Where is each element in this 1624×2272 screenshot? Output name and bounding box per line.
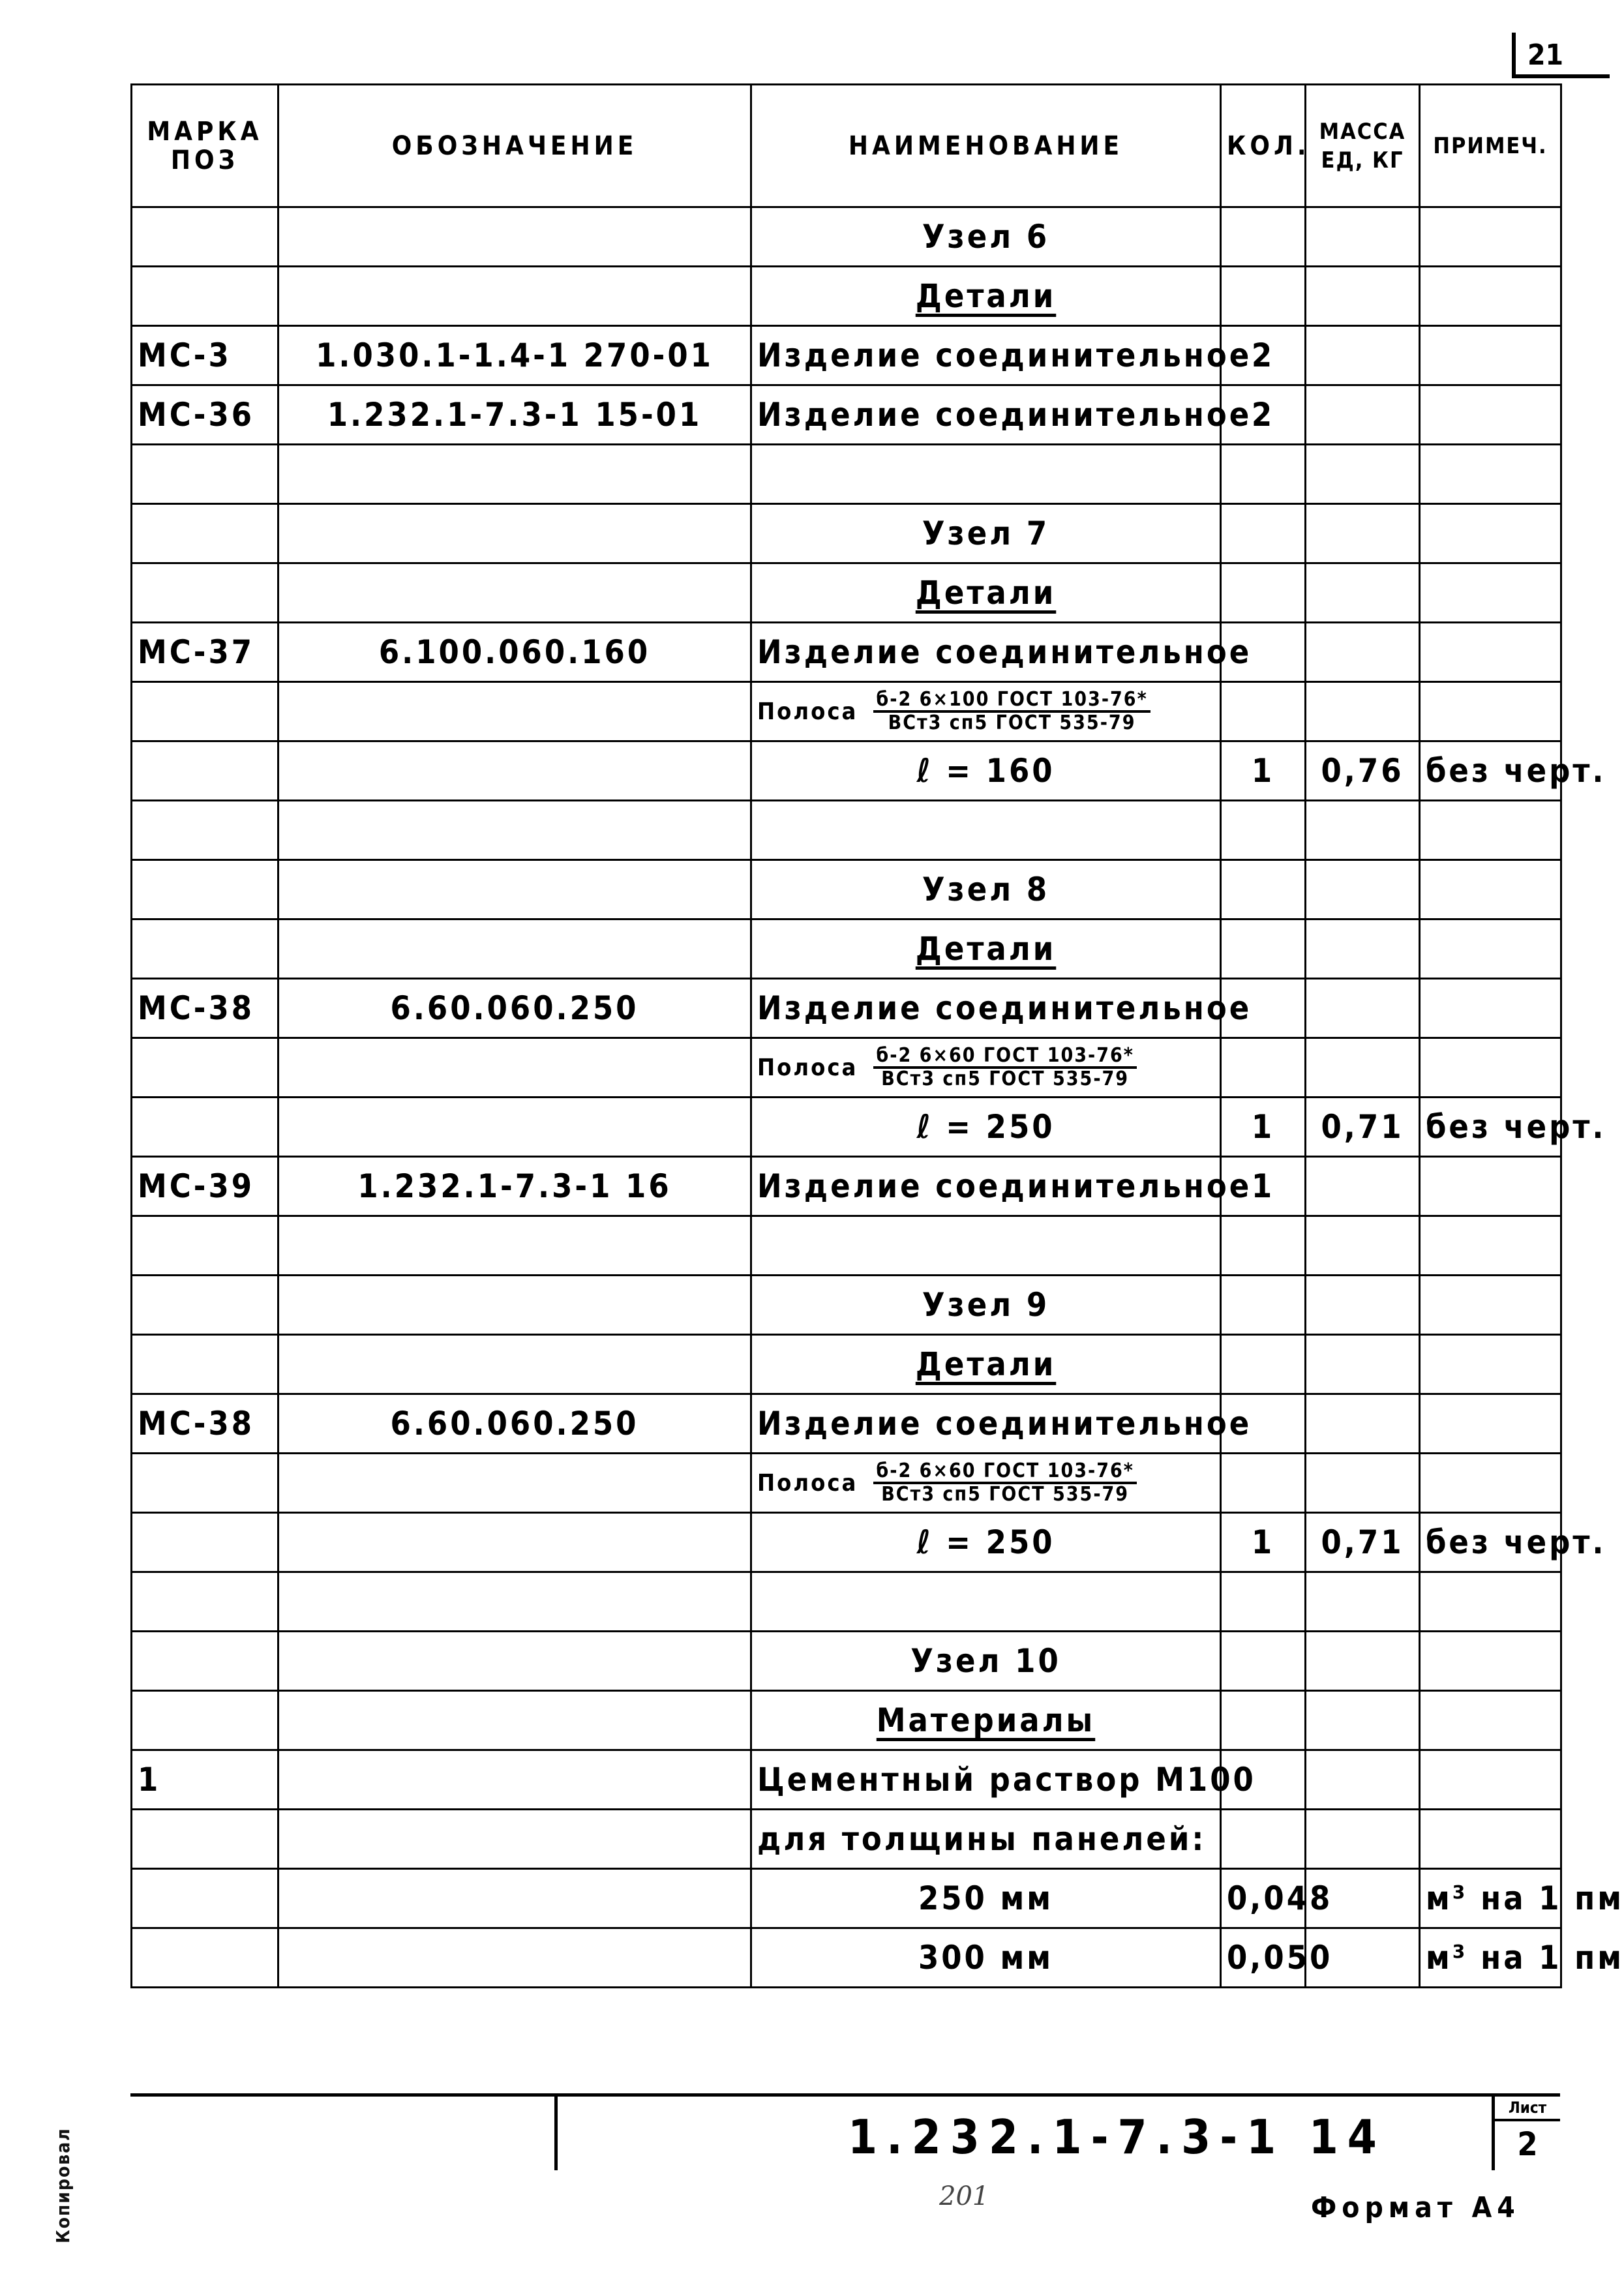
mark-cell: 1 bbox=[132, 1750, 278, 1810]
name-cell bbox=[751, 801, 1221, 860]
mass-cell bbox=[1306, 445, 1420, 504]
mark-cell bbox=[132, 207, 278, 267]
mass-cell bbox=[1306, 504, 1420, 563]
header-row bbox=[132, 85, 1561, 207]
mark-cell bbox=[132, 504, 278, 563]
sheet-value: 2 bbox=[1517, 2125, 1538, 2163]
sheet-box bbox=[1492, 2097, 1560, 2170]
mark-cell: МС-37 bbox=[132, 623, 278, 682]
designation-cell: 1.232.1-7.3-1 16 bbox=[278, 1157, 751, 1216]
qty-cell bbox=[1221, 445, 1306, 504]
mass-cell bbox=[1306, 979, 1420, 1038]
note-cell bbox=[1420, 267, 1561, 326]
mass-cell bbox=[1306, 326, 1420, 385]
designation-cell: 6.60.060.250 bbox=[278, 979, 751, 1038]
format-label: Формат А4 bbox=[1311, 2191, 1520, 2224]
mark-cell: МС-38 bbox=[132, 1394, 278, 1454]
section-title bbox=[751, 1335, 1221, 1394]
name-cell: ℓ = 250 bbox=[751, 1513, 1221, 1572]
designation-cell bbox=[278, 1572, 751, 1632]
note-cell bbox=[1420, 563, 1561, 623]
title-block bbox=[130, 2093, 1560, 2170]
name-cell: Изделие соединительное bbox=[751, 385, 1221, 445]
mass-cell bbox=[1306, 1335, 1420, 1394]
mass-cell bbox=[1306, 860, 1420, 919]
header-mark: МАРКА ПОЗ bbox=[132, 85, 278, 207]
empty-row bbox=[132, 1216, 1561, 1276]
mark-cell bbox=[132, 682, 278, 741]
mass-cell bbox=[1306, 1157, 1420, 1216]
designation-cell bbox=[278, 1632, 751, 1691]
qty-cell bbox=[1221, 1216, 1306, 1276]
section-row bbox=[132, 563, 1561, 623]
strip-steel: ВСт3 сп5 ГОСТ 535-79 bbox=[881, 1068, 1130, 1090]
table-row bbox=[132, 385, 1561, 445]
section-row bbox=[132, 504, 1561, 563]
strip-profile: б-2 6×60 ГОСТ 103-76* bbox=[873, 1045, 1137, 1069]
strip-cell bbox=[751, 1454, 1221, 1513]
mark-cell bbox=[132, 445, 278, 504]
qty-cell bbox=[1221, 1276, 1306, 1335]
table-row bbox=[132, 1394, 1561, 1454]
qty-cell: 0,050 bbox=[1221, 1928, 1306, 1988]
specification-body bbox=[132, 207, 1624, 1988]
name-cell: 250 мм bbox=[751, 1869, 1221, 1928]
section-title-text: Узел 8 bbox=[922, 871, 1050, 908]
designation-cell bbox=[278, 267, 751, 326]
mark-cell bbox=[132, 1691, 278, 1750]
name-cell bbox=[751, 445, 1221, 504]
header-qty: КОЛ. bbox=[1221, 85, 1306, 207]
mass-cell bbox=[1306, 682, 1420, 741]
mass-cell: 0,76 bbox=[1306, 741, 1420, 801]
qty-cell bbox=[1221, 563, 1306, 623]
section-row bbox=[132, 267, 1561, 326]
section-title-text: Узел 6 bbox=[922, 218, 1050, 256]
table-row bbox=[132, 979, 1561, 1038]
note-cell bbox=[1420, 1454, 1561, 1513]
name-cell: Изделие соединительное bbox=[751, 326, 1221, 385]
strip-spec bbox=[757, 689, 1214, 734]
section-title bbox=[751, 1691, 1221, 1750]
note-cell bbox=[1420, 1394, 1561, 1454]
table-row bbox=[132, 1750, 1561, 1810]
designation-cell bbox=[278, 1869, 751, 1928]
qty-cell bbox=[1221, 1038, 1306, 1098]
mass-cell bbox=[1306, 1810, 1420, 1869]
note-cell bbox=[1420, 623, 1561, 682]
strip-steel: ВСт3 сп5 ГОСТ 535-79 bbox=[881, 1483, 1130, 1506]
qty-cell bbox=[1221, 919, 1306, 979]
note-cell bbox=[1420, 1750, 1561, 1810]
table-row bbox=[132, 1157, 1561, 1216]
note-cell bbox=[1420, 385, 1561, 445]
qty-cell bbox=[1221, 267, 1306, 326]
section-row bbox=[132, 1691, 1561, 1750]
qty-cell: 2 bbox=[1221, 385, 1306, 445]
section-title-text: Узел 10 bbox=[910, 1642, 1061, 1680]
empty-row bbox=[132, 1572, 1561, 1632]
name-cell bbox=[751, 1572, 1221, 1632]
mark-cell: МС-39 bbox=[132, 1157, 278, 1216]
qty-cell bbox=[1221, 1810, 1306, 1869]
designation-cell bbox=[278, 1928, 751, 1988]
note-cell bbox=[1420, 1276, 1561, 1335]
note-cell bbox=[1420, 1810, 1561, 1869]
section-title-text: Детали bbox=[915, 277, 1057, 315]
designation-cell bbox=[278, 563, 751, 623]
specification-table bbox=[130, 83, 1624, 1988]
name-cell: 300 мм bbox=[751, 1928, 1221, 1988]
strip-label: Полоса bbox=[757, 698, 858, 725]
designation-cell bbox=[278, 919, 751, 979]
section-title bbox=[751, 1632, 1221, 1691]
mass-cell bbox=[1306, 1216, 1420, 1276]
header-designation: ОБОЗНАЧЕНИЕ bbox=[278, 85, 751, 207]
mark-cell bbox=[132, 1276, 278, 1335]
strip-row bbox=[132, 682, 1561, 741]
strip-spec bbox=[757, 1461, 1214, 1505]
designation-cell bbox=[278, 801, 751, 860]
mark-cell bbox=[132, 1869, 278, 1928]
note-cell bbox=[1420, 326, 1561, 385]
table-row bbox=[132, 1928, 1561, 1988]
designation-cell bbox=[278, 741, 751, 801]
designation-cell bbox=[278, 504, 751, 563]
mass-cell bbox=[1306, 1394, 1420, 1454]
section-title bbox=[751, 504, 1221, 563]
designation-cell bbox=[278, 1276, 751, 1335]
mark-cell: МС-36 bbox=[132, 385, 278, 445]
qty-cell: 0,048 bbox=[1221, 1869, 1306, 1928]
section-title-text: Узел 9 bbox=[922, 1286, 1050, 1324]
qty-cell: 1 bbox=[1221, 1157, 1306, 1216]
name-cell: Изделие соединительное bbox=[751, 1157, 1221, 1216]
section-row bbox=[132, 1276, 1561, 1335]
note-cell bbox=[1420, 919, 1561, 979]
mark-cell bbox=[132, 741, 278, 801]
strip-profile: б-2 6×100 ГОСТ 103-76* bbox=[873, 689, 1150, 713]
qty-cell bbox=[1221, 682, 1306, 741]
note-cell bbox=[1420, 1335, 1561, 1394]
name-cell: ℓ = 160 bbox=[751, 741, 1221, 801]
section-row bbox=[132, 860, 1561, 919]
section-row bbox=[132, 1632, 1561, 1691]
strip-cell bbox=[751, 682, 1221, 741]
name-cell: Изделие соединительное bbox=[751, 623, 1221, 682]
strip-label: Полоса bbox=[757, 1469, 858, 1497]
note-cell bbox=[1420, 1216, 1561, 1276]
designation-cell: 1.232.1-7.3-1 15-01 bbox=[278, 385, 751, 445]
document-code: 1.232.1-7.3-1 14 bbox=[848, 2110, 1386, 2164]
section-title-text: Узел 7 bbox=[922, 515, 1050, 552]
header-mass: МАССА ЕД, КГ bbox=[1306, 85, 1420, 207]
mass-cell bbox=[1306, 919, 1420, 979]
section-title bbox=[751, 919, 1221, 979]
qty-cell bbox=[1221, 1454, 1306, 1513]
designation-cell bbox=[278, 1513, 751, 1572]
table-row bbox=[132, 326, 1561, 385]
name-cell: Изделие соединительное bbox=[751, 1394, 1221, 1454]
qty-cell: 2 bbox=[1221, 326, 1306, 385]
note-cell bbox=[1420, 1691, 1561, 1750]
designation-cell: 1.030.1-1.4-1 270-01 bbox=[278, 326, 751, 385]
qty-cell bbox=[1221, 504, 1306, 563]
mass-cell bbox=[1306, 207, 1420, 267]
mass-cell bbox=[1306, 1454, 1420, 1513]
empty-row bbox=[132, 801, 1561, 860]
mark-cell: МС-38 bbox=[132, 979, 278, 1038]
mark-cell bbox=[132, 1335, 278, 1394]
mark-cell bbox=[132, 801, 278, 860]
sheet-number: 21 bbox=[1512, 33, 1610, 78]
qty-cell bbox=[1221, 1632, 1306, 1691]
note-cell bbox=[1420, 682, 1561, 741]
note-cell: без черт. bbox=[1420, 1513, 1561, 1572]
mark-cell bbox=[132, 1632, 278, 1691]
qty-cell bbox=[1221, 1691, 1306, 1750]
designation-cell: 6.60.060.250 bbox=[278, 1394, 751, 1454]
name-cell: ℓ = 250 bbox=[751, 1098, 1221, 1157]
table-row bbox=[132, 1810, 1561, 1869]
mass-cell bbox=[1306, 801, 1420, 860]
section-title bbox=[751, 563, 1221, 623]
qty-cell bbox=[1221, 1572, 1306, 1632]
note-cell: м³ на 1 пм bbox=[1420, 1928, 1561, 1988]
designation-cell bbox=[278, 207, 751, 267]
mass-cell bbox=[1306, 1038, 1420, 1098]
mark-cell bbox=[132, 1038, 278, 1098]
mass-cell bbox=[1306, 1276, 1420, 1335]
designation-cell bbox=[278, 1098, 751, 1157]
note-cell bbox=[1420, 1038, 1561, 1098]
empty-row bbox=[132, 445, 1561, 504]
note-cell bbox=[1420, 1157, 1561, 1216]
mark-cell: МС-3 bbox=[132, 326, 278, 385]
qty-cell bbox=[1221, 860, 1306, 919]
note-cell bbox=[1420, 860, 1561, 919]
section-title-text: Детали bbox=[915, 574, 1057, 612]
mark-cell bbox=[132, 919, 278, 979]
mark-cell bbox=[132, 1928, 278, 1988]
note-cell: без черт. bbox=[1420, 1098, 1561, 1157]
mass-cell bbox=[1306, 267, 1420, 326]
name-cell: для толщины панелей: bbox=[751, 1810, 1221, 1869]
mass-cell: 0,71 bbox=[1306, 1098, 1420, 1157]
mass-cell bbox=[1306, 623, 1420, 682]
designation-cell bbox=[278, 1691, 751, 1750]
designation-cell bbox=[278, 1335, 751, 1394]
designation-cell bbox=[278, 445, 751, 504]
strip-row bbox=[132, 1038, 1561, 1098]
designation-cell bbox=[278, 682, 751, 741]
mark-cell bbox=[132, 1810, 278, 1869]
table-row bbox=[132, 1513, 1561, 1572]
qty-cell: 1 bbox=[1221, 741, 1306, 801]
section-title bbox=[751, 207, 1221, 267]
note-cell bbox=[1420, 504, 1561, 563]
section-title bbox=[751, 267, 1221, 326]
mark-cell bbox=[132, 1454, 278, 1513]
mark-cell bbox=[132, 1098, 278, 1157]
section-row bbox=[132, 919, 1561, 979]
note-cell bbox=[1420, 207, 1561, 267]
note-cell: м³ на 1 пм bbox=[1420, 1869, 1561, 1928]
mass-cell bbox=[1306, 1572, 1420, 1632]
mass-cell bbox=[1306, 563, 1420, 623]
name-cell: Изделие соединительное bbox=[751, 979, 1221, 1038]
header-name: НАИМЕНОВАНИЕ bbox=[751, 85, 1221, 207]
name-cell: Цементный раствор М100 bbox=[751, 1750, 1221, 1810]
table-row bbox=[132, 741, 1561, 801]
note-cell bbox=[1420, 1572, 1561, 1632]
designation-cell: 6.100.060.160 bbox=[278, 623, 751, 682]
mass-cell bbox=[1306, 1691, 1420, 1750]
sheet-label: Лист bbox=[1495, 2097, 1560, 2121]
section-row bbox=[132, 207, 1561, 267]
header-note: ПРИМЕЧ. bbox=[1420, 85, 1561, 207]
qty-cell bbox=[1221, 207, 1306, 267]
mass-cell bbox=[1306, 1750, 1420, 1810]
qty-cell: 1 bbox=[1221, 1098, 1306, 1157]
mark-cell bbox=[132, 1513, 278, 1572]
title-block-left bbox=[130, 2097, 558, 2170]
strip-spec bbox=[757, 1045, 1214, 1090]
page-number: 201 bbox=[939, 2181, 989, 2211]
note-cell bbox=[1420, 801, 1561, 860]
table-row bbox=[132, 1098, 1561, 1157]
strip-profile: б-2 6×60 ГОСТ 103-76* bbox=[873, 1461, 1137, 1484]
table-row bbox=[132, 1869, 1561, 1928]
designation-cell bbox=[278, 1216, 751, 1276]
strip-label: Полоса bbox=[757, 1054, 858, 1081]
mark-cell bbox=[132, 563, 278, 623]
designation-cell bbox=[278, 1750, 751, 1810]
table-row bbox=[132, 623, 1561, 682]
designation-cell bbox=[278, 1038, 751, 1098]
mark-cell bbox=[132, 267, 278, 326]
mark-cell bbox=[132, 860, 278, 919]
designation-cell bbox=[278, 1810, 751, 1869]
designation-cell bbox=[278, 860, 751, 919]
mass-cell bbox=[1306, 1632, 1420, 1691]
note-cell: без черт. bbox=[1420, 741, 1561, 801]
mark-cell bbox=[132, 1216, 278, 1276]
strip-row bbox=[132, 1454, 1561, 1513]
qty-cell: 1 bbox=[1221, 1513, 1306, 1572]
strip-steel: ВСт3 сп5 ГОСТ 535-79 bbox=[888, 711, 1136, 734]
strip-fraction bbox=[873, 1045, 1137, 1090]
section-title bbox=[751, 860, 1221, 919]
section-title-text: Детали bbox=[915, 930, 1057, 968]
mass-cell bbox=[1306, 385, 1420, 445]
qty-cell bbox=[1221, 1335, 1306, 1394]
note-cell bbox=[1420, 979, 1561, 1038]
designation-cell bbox=[278, 1454, 751, 1513]
section-row bbox=[132, 1335, 1561, 1394]
section-title-text: Детали bbox=[915, 1345, 1057, 1383]
strip-fraction bbox=[873, 689, 1150, 734]
mass-cell: 0,71 bbox=[1306, 1513, 1420, 1572]
side-note: Копировал bbox=[52, 2127, 74, 2243]
qty-cell bbox=[1221, 801, 1306, 860]
note-cell bbox=[1420, 1632, 1561, 1691]
section-title bbox=[751, 1276, 1221, 1335]
section-title-text: Материалы bbox=[876, 1701, 1096, 1739]
note-cell bbox=[1420, 445, 1561, 504]
strip-fraction bbox=[873, 1461, 1137, 1505]
mark-cell bbox=[132, 1572, 278, 1632]
name-cell bbox=[751, 1216, 1221, 1276]
strip-cell bbox=[751, 1038, 1221, 1098]
